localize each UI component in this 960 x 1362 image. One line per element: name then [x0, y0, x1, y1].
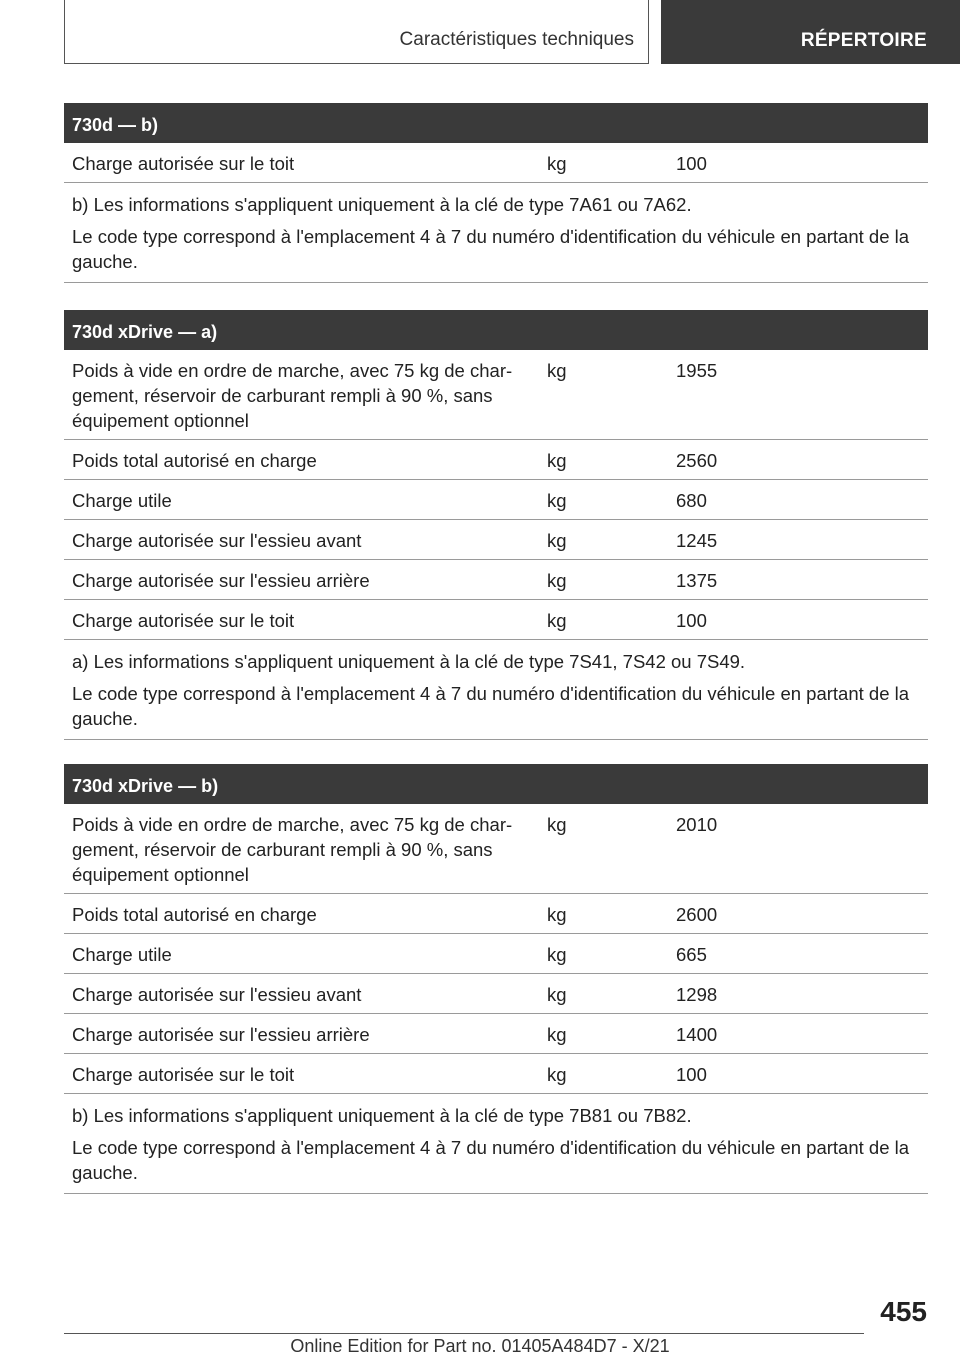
- row-label: Charge autorisée sur l'essieu avant: [72, 984, 362, 1005]
- row-label: Poids total autorisé en charge: [72, 904, 317, 925]
- row-unit: kg: [547, 490, 567, 511]
- table-title: 730d xDrive — a): [64, 310, 928, 350]
- repertoire-tab-label: RÉPERTOIRE: [800, 30, 927, 51]
- table-row: [64, 143, 928, 183]
- footer-divider: [64, 1333, 864, 1334]
- footnote-explanation: Le code type correspond à l'emplacement 4 à 7 du numéro d'identification du véhicule en partant de la gauche.: [72, 1137, 910, 1183]
- row-unit: kg: [547, 360, 567, 381]
- table-row: [64, 974, 928, 1014]
- row-value: 100: [676, 1064, 707, 1085]
- row-label: Charge autorisée sur l'essieu arrière: [72, 1024, 370, 1045]
- row-unit: kg: [547, 570, 567, 591]
- row-unit: kg: [547, 814, 567, 835]
- row-value: 100: [676, 153, 707, 174]
- row-unit: kg: [547, 610, 567, 631]
- row-value: 680: [676, 490, 707, 511]
- row-label: Poids à vide en ordre de marche, avec 75 kg de char- gement, réservoir de carburant rempli à 90 %, sans équipement optionnel: [72, 360, 513, 431]
- row-label: Charge autorisée sur le toit: [72, 153, 295, 174]
- page-number: 455: [880, 1296, 927, 1327]
- footnote-key: b) Les informations s'appliquent uniquement à la clé de type 7B81 ou 7B82.: [72, 1105, 692, 1126]
- row-value: 2010: [676, 814, 718, 835]
- spec-table-730d-xdrive-a: [64, 310, 928, 740]
- repertoire-tab[interactable]: [661, 0, 960, 64]
- row-label: Charge autorisée sur le toit: [72, 610, 295, 631]
- footnote-explanation: Le code type correspond à l'emplacement 4 à 7 du numéro d'identification du véhicule en partant de la gauche.: [72, 226, 910, 272]
- row-unit: kg: [547, 1024, 567, 1045]
- row-unit: kg: [547, 904, 567, 925]
- table-row: [64, 520, 928, 560]
- table-row: [64, 350, 928, 440]
- table-row: [64, 934, 928, 974]
- row-value: 1298: [676, 984, 718, 1005]
- row-value: 1400: [676, 1024, 718, 1045]
- table-footnote: [64, 640, 928, 740]
- footnote-key: b) Les informations s'appliquent uniquement à la clé de type 7A61 ou 7A62.: [72, 194, 692, 215]
- row-label: Charge utile: [72, 944, 172, 965]
- table-footnote: [64, 183, 928, 283]
- table-row: [64, 804, 928, 894]
- table-row: [64, 440, 928, 480]
- row-value: 1375: [676, 570, 718, 591]
- footnote-key: a) Les informations s'appliquent uniquement à la clé de type 7S41, 7S42 ou 7S49.: [72, 651, 746, 672]
- row-unit: kg: [547, 530, 567, 551]
- row-value: 2600: [676, 904, 718, 925]
- section-header-tab: [64, 0, 649, 64]
- row-label: Charge autorisée sur l'essieu avant: [72, 530, 362, 551]
- row-label: Charge utile: [72, 490, 172, 511]
- footnote-explanation: Le code type correspond à l'emplacement 4 à 7 du numéro d'identification du véhicule en partant de la gauche.: [72, 683, 910, 729]
- row-label: Charge autorisée sur le toit: [72, 1064, 295, 1085]
- table-row: [64, 1054, 928, 1094]
- table-title: 730d — b): [64, 103, 928, 143]
- row-value: 2560: [676, 450, 718, 471]
- spec-table-730d-xdrive-b: [64, 764, 928, 1194]
- row-value: 1245: [676, 530, 718, 551]
- table-row: [64, 600, 928, 640]
- table-row: [64, 560, 928, 600]
- row-unit: kg: [547, 153, 567, 174]
- row-label: Charge autorisée sur l'essieu arrière: [72, 570, 370, 591]
- row-value: 1955: [676, 360, 718, 381]
- spec-table-730d-b: [64, 103, 928, 283]
- row-value: 100: [676, 610, 707, 631]
- row-unit: kg: [547, 984, 567, 1005]
- row-label: Poids à vide en ordre de marche, avec 75 kg de char- gement, réservoir de carburant rempli à 90 %, sans équipement optionnel: [72, 814, 513, 885]
- table-footnote: [64, 1094, 928, 1194]
- row-label: Poids total autorisé en charge: [72, 450, 317, 471]
- row-unit: kg: [547, 944, 567, 965]
- table-row: [64, 1014, 928, 1054]
- table-row: [64, 480, 928, 520]
- row-value: 665: [676, 944, 707, 965]
- row-unit: kg: [547, 1064, 567, 1085]
- row-unit: kg: [547, 450, 567, 471]
- section-title: Caractéristiques techniques: [399, 29, 634, 50]
- edition-text: Online Edition for Part no. 01405A484D7 - X/21: [290, 1336, 670, 1356]
- table-title: 730d xDrive — b): [64, 764, 928, 804]
- table-row: [64, 894, 928, 934]
